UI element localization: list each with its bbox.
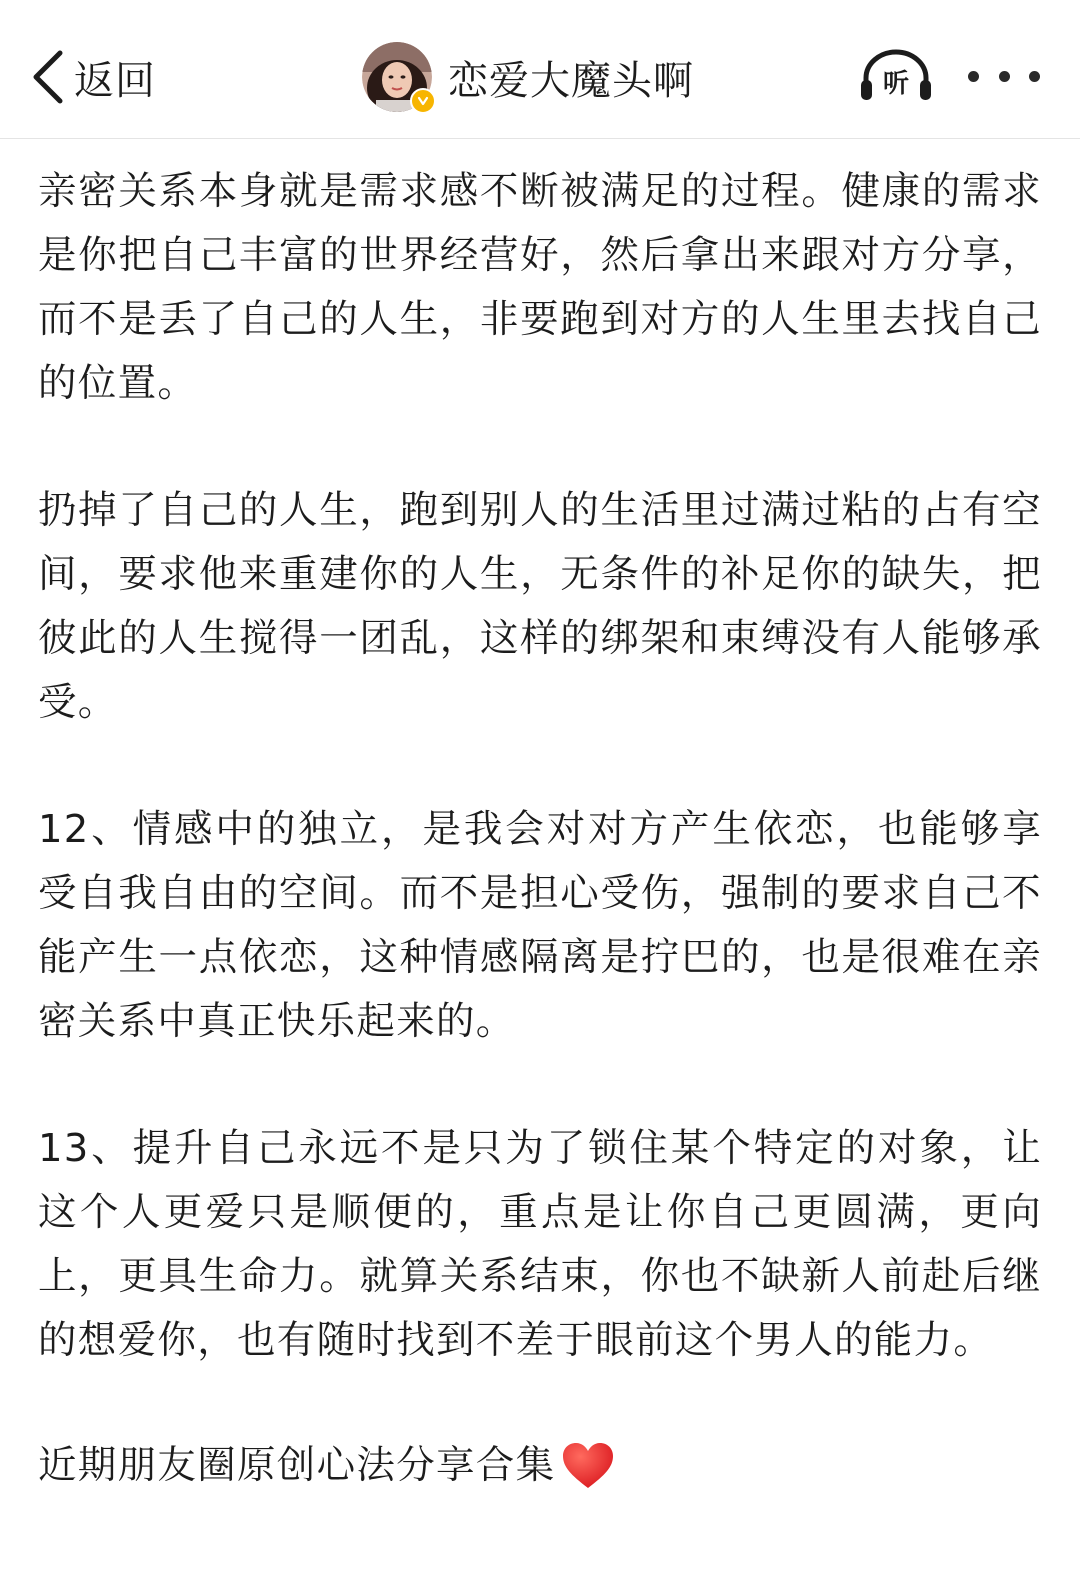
more-options-button[interactable] [968,60,1040,92]
headphones-icon [858,48,934,104]
listen-button[interactable] [858,48,934,104]
author-profile[interactable] [362,40,694,114]
article-paragraph: 扔掉了自己的人生，跑到别人的生活里过满过粘的占有空间，要求他来重建你的人生，无条件的补足你的缺失，把彼此的人生搅得一团乱，这样的绑架和束缚没有人能够承受。 [38,488,1042,725]
back-button[interactable] [30,44,156,110]
avatar[interactable] [362,42,432,112]
heart-icon [561,1441,615,1491]
listen-label: 听 [882,69,910,99]
top-navigation-bar [0,0,1080,139]
more-dot-icon [1029,71,1040,82]
article-paragraph: 亲密关系本身就是需求感不断被满足的过程。健康的需求是你把自己丰富的世界经营好，然后拿出来跟对方分享，而不是丢了自己的人生，非要跑到对方的人生里去找自己的位置。 [38,169,1042,406]
more-dot-icon [968,71,979,82]
chevron-left-icon [30,49,66,105]
closing-line [38,1434,1042,1498]
back-label: 返回 [74,57,156,104]
author-name[interactable]: 恋爱大魔头啊 [448,57,694,104]
closing-text: 近期朋友圈原创心法分享合集 [38,1443,556,1488]
more-dot-icon [999,71,1010,82]
verified-badge-icon [410,88,436,114]
article-body [38,160,1042,1498]
article-paragraph: 12、情感中的独立，是我会对对方产生依恋，也能够享受自我自由的空间。而不是担心受伤，强制的要求自己不能产生一点依恋，这种情感隔离是拧巴的，也是很难在亲密关系中真正快乐起来的。 [38,807,1042,1044]
article-paragraph: 13、提升自己永远不是只为了锁住某个特定的对象，让这个人更爱只是顺便的，重点是让你自己更圆满，更向上，更具生命力。就算关系结束，你也不缺新人前赴后继的想爱你，也有随时找到不差于眼前这个男人的能力。 [38,1126,1042,1363]
